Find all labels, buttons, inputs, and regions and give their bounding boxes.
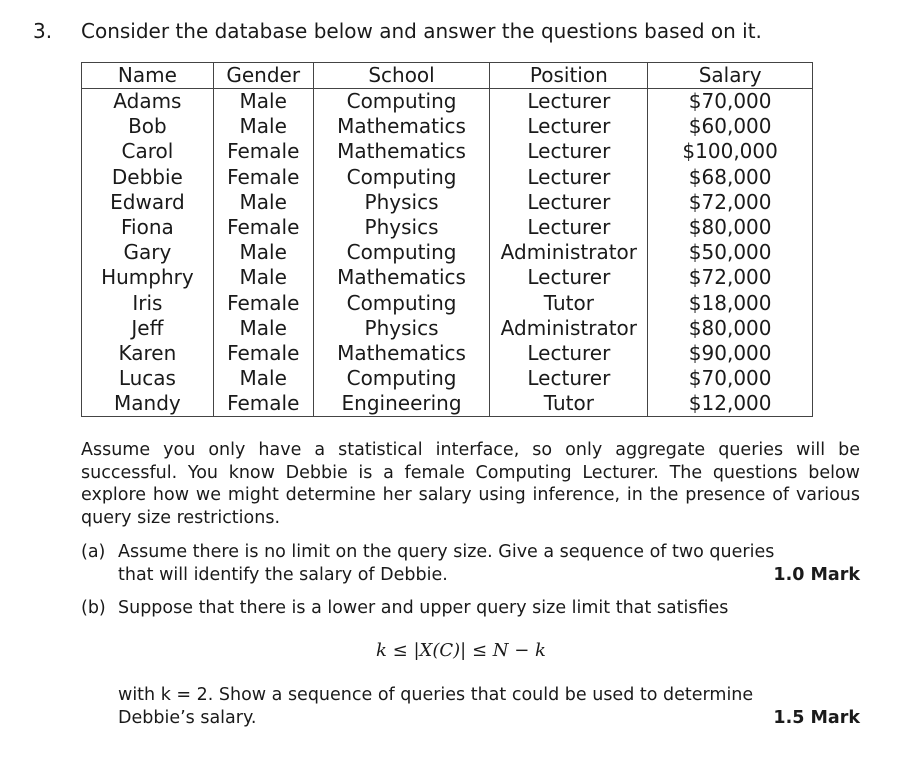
- cell-salary: $50,000: [648, 240, 813, 265]
- intro-paragraph: Assume you only have a statistical interface, so only aggregate queries will be successful. You know Debbie is a female Computing Lecturer. The questions below explore how we might determine her salary using inference, in the presence of various query size restrictions.: [81, 440, 860, 529]
- part-a-label: (a): [81, 542, 106, 562]
- table-row: [82, 240, 813, 265]
- table-row: [82, 265, 813, 290]
- cell-position: Lecturer: [490, 190, 648, 215]
- table-row: [82, 139, 813, 164]
- cell-gender: Male: [213, 240, 313, 265]
- cell-name: Karen: [82, 341, 214, 366]
- header-position: Position: [490, 63, 648, 89]
- cell-gender: Male: [213, 366, 313, 391]
- table-row: [82, 366, 813, 391]
- cell-school: Computing: [313, 366, 490, 391]
- cell-position: Administrator: [490, 240, 648, 265]
- cell-salary: $18,000: [648, 291, 813, 316]
- cell-gender: Female: [213, 215, 313, 240]
- cell-salary: $60,000: [648, 114, 813, 139]
- cell-gender: Male: [213, 114, 313, 139]
- cell-salary: $70,000: [648, 366, 813, 391]
- cell-school: Computing: [313, 240, 490, 265]
- cell-name: Humphry: [82, 265, 214, 290]
- question-number: 3.: [33, 19, 53, 43]
- table-header-row: [82, 63, 813, 89]
- table-row: [82, 291, 813, 316]
- cell-position: Lecturer: [490, 89, 648, 115]
- header-name: Name: [82, 63, 214, 89]
- cell-salary: $72,000: [648, 190, 813, 215]
- cell-position: Lecturer: [490, 139, 648, 164]
- table-row: [82, 89, 813, 115]
- cell-school: Physics: [313, 215, 490, 240]
- cell-school: Mathematics: [313, 265, 490, 290]
- cell-gender: Female: [213, 341, 313, 366]
- table-row: [82, 114, 813, 139]
- part-a-mark: 1.0 Mark: [773, 564, 860, 585]
- cell-salary: $80,000: [648, 215, 813, 240]
- table-row: [82, 165, 813, 190]
- cell-gender: Female: [213, 291, 313, 316]
- cell-salary: $72,000: [648, 265, 813, 290]
- table-row: [82, 316, 813, 341]
- cell-name: Gary: [82, 240, 214, 265]
- cell-gender: Male: [213, 265, 313, 290]
- cell-gender: Male: [213, 89, 313, 115]
- cell-salary: $12,000: [648, 391, 813, 417]
- cell-position: Lecturer: [490, 265, 648, 290]
- cell-name: Carol: [82, 139, 214, 164]
- cell-gender: Male: [213, 190, 313, 215]
- table-row: [82, 341, 813, 366]
- cell-name: Mandy: [82, 391, 214, 417]
- part-b-line1: Suppose that there is a lower and upper query size limit that satisfies: [118, 598, 729, 618]
- cell-gender: Male: [213, 316, 313, 341]
- cell-name: Jeff: [82, 316, 214, 341]
- cell-name: Edward: [82, 190, 214, 215]
- cell-school: Engineering: [313, 391, 490, 417]
- cell-school: Computing: [313, 291, 490, 316]
- cell-position: Lecturer: [490, 341, 648, 366]
- cell-school: Computing: [313, 165, 490, 190]
- cell-name: Bob: [82, 114, 214, 139]
- cell-gender: Female: [213, 139, 313, 164]
- header-salary: Salary: [648, 63, 813, 89]
- cell-position: Lecturer: [490, 366, 648, 391]
- cell-salary: $90,000: [648, 341, 813, 366]
- cell-name: Fiona: [82, 215, 214, 240]
- table-row: [82, 391, 813, 417]
- cell-position: Lecturer: [490, 215, 648, 240]
- header-gender: Gender: [213, 63, 313, 89]
- cell-position: Administrator: [490, 316, 648, 341]
- cell-school: Physics: [313, 316, 490, 341]
- part-b-label: (b): [81, 598, 106, 618]
- part-b-line3: Debbie’s salary.: [118, 707, 257, 728]
- cell-position: Lecturer: [490, 165, 648, 190]
- cell-salary: $80,000: [648, 316, 813, 341]
- table-row: [82, 190, 813, 215]
- cell-gender: Female: [213, 165, 313, 190]
- cell-school: Physics: [313, 190, 490, 215]
- cell-salary: $100,000: [648, 139, 813, 164]
- cell-position: Tutor: [490, 391, 648, 417]
- table-row: [82, 215, 813, 240]
- part-a-line2: that will identify the salary of Debbie.: [118, 564, 448, 585]
- cell-salary: $68,000: [648, 165, 813, 190]
- cell-gender: Female: [213, 391, 313, 417]
- cell-school: Mathematics: [313, 341, 490, 366]
- header-school: School: [313, 63, 490, 89]
- cell-salary: $70,000: [648, 89, 813, 115]
- cell-name: Adams: [82, 89, 214, 115]
- cell-name: Debbie: [82, 165, 214, 190]
- part-b-mark: 1.5 Mark: [773, 707, 860, 728]
- query-size-formula: k ≤ |X(C)| ≤ N − k: [376, 640, 546, 661]
- cell-name: Iris: [82, 291, 214, 316]
- part-a-line1: Assume there is no limit on the query size. Give a sequence of two queries: [118, 542, 775, 562]
- question-title: Consider the database below and answer the questions based on it.: [81, 19, 762, 43]
- cell-school: Mathematics: [313, 139, 490, 164]
- cell-position: Tutor: [490, 291, 648, 316]
- database-table: [81, 62, 813, 417]
- cell-school: Mathematics: [313, 114, 490, 139]
- cell-school: Computing: [313, 89, 490, 115]
- part-b-line2: with k = 2. Show a sequence of queries that could be used to determine: [118, 685, 754, 705]
- cell-position: Lecturer: [490, 114, 648, 139]
- cell-name: Lucas: [82, 366, 214, 391]
